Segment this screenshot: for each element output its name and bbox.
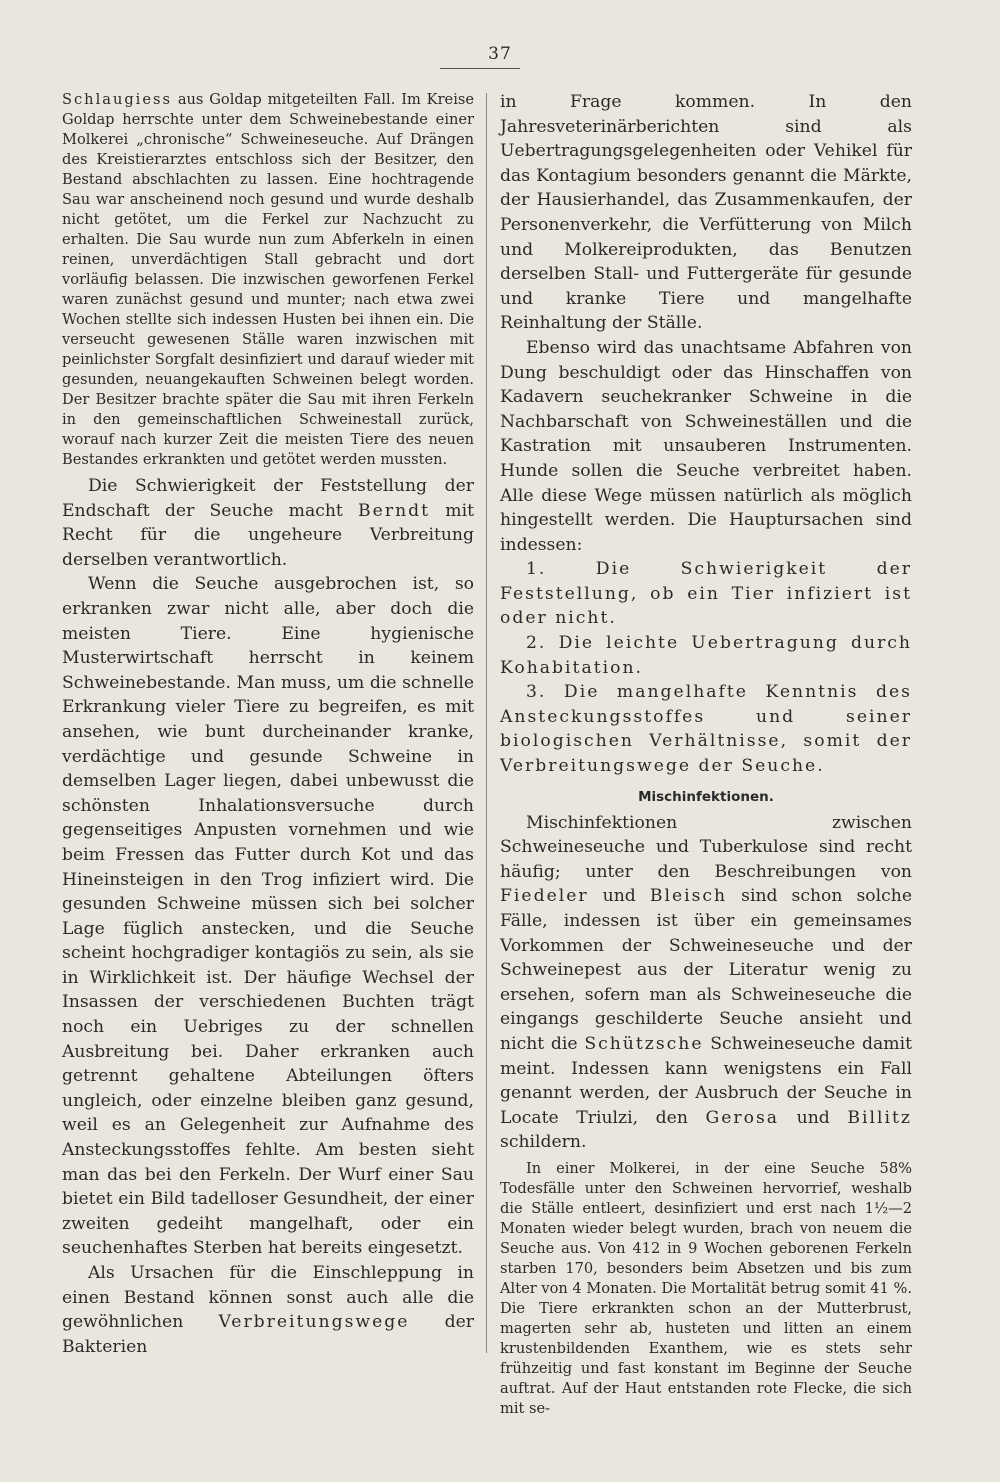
right-paragraph-4: In einer Molkerei, in der eine Seuche 58% Todesfälle unter den Schweinen hervorrief, weshalb die Ställe entleert, desinfiziert und erst nach 1½—2 Monaten wieder belegt wurden, brach von neuem die Seuche aus. Von 412 in 9 Wochen geborenen Ferkeln starben 170, besonders beim Absetzen und bis zum Alter von 4 Monaten. Die Mortalität betrug somit 41 %. Die Tiere erkrankten schon an der Mutterbrust, magerten sehr ab, husteten und litten an einem krustenbildenden Exanthem, wie es stets sehr frühzeitig und fast konstant im Beginne der Seuche auftrat. Auf der Haut entstanden rote Flecke, die sich mit se- <box>500 1159 912 1417</box>
column-divider <box>486 93 487 1353</box>
left-paragraph-1-text: aus Goldap mitgeteilten Fall. Im Kreise Goldap herrschte unter dem Schweinebestande einer Molkerei „chronische“ Schweineseuche. Auf Drängen des Kreistierarztes entschloss sich der Besitzer, den Bestand abschlachten zu lassen. Eine hochtragende Sau war anscheinend noch gesund und wurde deshalb nicht getötet, um die Ferkel zur Nachzucht zu erhalten. Die Sau wurde nun zum Abferkeln in einen reinen, unverdächtigen Stall gebracht und dort vorläufig belassen. Die inzwischen geworfenen Ferkel waren zunächst gesund und munter; nach etwa zwei Wochen stellte sich indessen Husten bei ihnen ein. Die verseucht gewesenen Ställe waren inzwischen mit peinlichster Sorgfalt desinfiziert und darauf wieder mit gesunden, neuangekauften Schweinen belegt worden. Der Besitzer brachte später die Sau mit ihren Ferkeln in den gemeinschaftlichen Schweinestall zurück, worauf nach kurzer Zeit die meisten Tiere des neuen Bestandes erkrankten und getötet werden mussten. <box>62 91 474 468</box>
right-paragraph-3-text-a: Mischinfektionen zwischen Schweineseuche und Tuberkulose sind recht häufig; unter den Beschreibungen von <box>500 812 912 882</box>
right-paragraph-3 <box>500 811 912 1155</box>
right-paragraph-3-text-b: und <box>588 886 650 907</box>
left-paragraph-2-text-b: mit Recht für die ungeheure Verbreitung derselben verantwortlich. <box>62 500 474 570</box>
left-paragraph-3: Wenn die Seuche ausgebrochen ist, so erkranken zwar nicht alle, aber doch die meisten Tiere. Eine hygienische Musterwirtschaft herrscht in keinem Schweinebestande. Man muss, um die schnelle Erkrankung vieler Tiere zu begreifen, es mit ansehen, wie bunt durcheinander kranke, verdächtige und gesunde Schweine in demselben Lager liegen, dabei unbewusst die schönsten Inhalationsversuche durch gegenseitiges Anpusten vornehmen und wie beim Fressen das Futter durch Kot und das Hineinsteigen in den Trog infiziert wird. Die gesunden Schweine müssen sich bei solcher Lage füglich anstecken, und die Seuche scheint hochgradiger kontagiös zu sein, als sie in Wirklichkeit ist. Der häufige Wechsel der Insassen der verschiedenen Buchten trägt noch ein Uebriges zu der schnellen Ausbreitung bei. Daher erkranken auch getrennt gehaltene Abteilungen öfters ungleich, oder einzelne bleiben ganz gesund, weil es an Gelegenheit zur Aufnahme des Ansteckungsstoffes fehlte. Am besten sieht man das bei den Ferkeln. Der Wurf einer Sau bietet ein Bild tadelloser Gesundheit, der einer zweiten gedeiht mangelhaft, oder ein seuchenhaftes Sterben hat bereits eingesetzt. <box>62 574 474 1259</box>
author-name: Billitz <box>847 1107 912 1128</box>
left-paragraph-4 <box>62 1261 474 1359</box>
author-name: Bleisch <box>649 886 728 907</box>
author-name: Schützsche <box>584 1033 704 1054</box>
right-paragraph-2: Ebenso wird das unachtsame Abfahren von Dung beschuldigt oder das Hinschaffen von Kadavern seuchekranker Schweine in die Nachbarschaft von Schweineställen und die Kastration mit unsauberen Instrumenten. Hunde sollen die Seuche verbreitet haben. Alle diese Wege müssen natürlich als möglich hingestellt werden. Die Hauptursachen sind indessen: <box>500 337 912 555</box>
list-item-1: 1. Die Schwierigkeit der Feststellung, ob ein Tier infiziert ist oder nicht. <box>500 559 912 629</box>
author-name: Schlaugiess <box>62 91 172 108</box>
left-paragraph-2 <box>62 474 474 572</box>
list-item-2: 2. Die leichte Uebertragung durch Kohabitation. <box>500 633 912 678</box>
left-paragraph-4-text-b: der Bakterien <box>62 1312 474 1357</box>
emphasized-term: Verbreitungswege <box>218 1312 410 1333</box>
page-number: 37 <box>488 44 512 64</box>
header-rule <box>440 68 520 69</box>
right-paragraph-3-text-f: schildern. <box>500 1132 587 1153</box>
left-paragraph-1 <box>62 90 474 470</box>
author-name: Fiedeler <box>500 886 589 907</box>
right-column <box>500 90 912 1419</box>
right-paragraph-3-text-d: Schweineseuche damit meint. Indessen kann wenigstens ein Fall genannt werden, der Ausbruch der Seuche in Locate Triulzi, den <box>500 1033 912 1128</box>
left-paragraph-4-text-a: Als Ursachen für die Einschleppung in einen Bestand können sonst auch alle die gewöhnlichen <box>62 1263 474 1333</box>
left-column <box>62 90 474 1359</box>
right-paragraph-3-text-e: und <box>779 1107 848 1128</box>
author-name: Berndt <box>358 500 431 521</box>
right-paragraph-3-text-c: sind schon solche Fälle, indessen ist über ein gemeinsames Vorkommen der Schweineseuche und der Schweinepest aus der Literatur wenig zu ersehen, sofern man als Schweineseuche die eingangs geschilderte Seuche ansieht und nicht die <box>500 886 912 1054</box>
right-paragraph-1: in Frage kommen. In den Jahresveterinärberichten sind als Uebertragungsgelegenheiten oder Vehikel für das Kontagium besonders genannt die Märkte, der Hausierhandel, das Zusammenkaufen, der Personenverkehr, die Verfütterung von Milch und Molkereiprodukten, das Benutzen derselben Stall- und Futtergeräte für gesunde und kranke Tiere und mangelhafte Reinhaltung der Ställe. <box>500 92 912 334</box>
author-name: Gerosa <box>705 1107 780 1128</box>
section-heading: Mischinfektionen. <box>638 788 774 805</box>
left-paragraph-2-text-a: Die Schwierigkeit der Feststellung der Endschaft der Seuche macht <box>62 476 474 521</box>
list-item-3: 3. Die mangelhafte Kenntnis des Ansteckungsstoffes und seiner biologischen Verhältnisse, somit der Verbreitungswege der Seuche. <box>500 682 912 777</box>
